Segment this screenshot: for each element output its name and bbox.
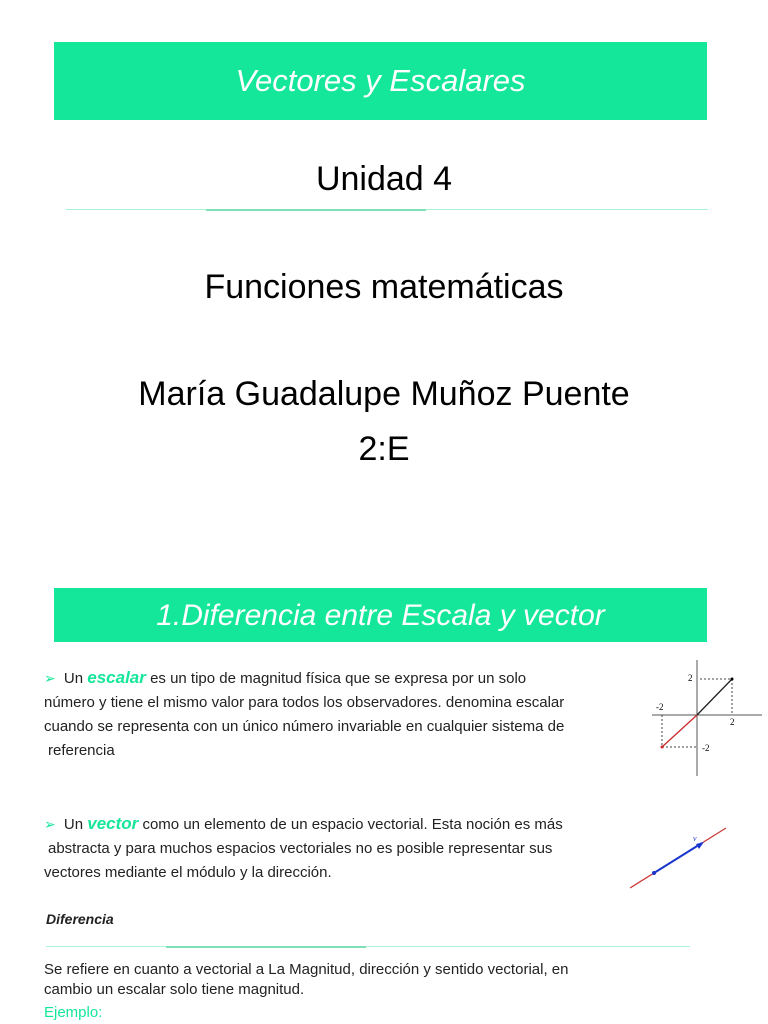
red-segment: [662, 715, 697, 747]
divider-line: [46, 946, 690, 947]
vector-origin-point: [652, 871, 656, 875]
arrowhead-icon: [696, 842, 704, 849]
topic-label: Funciones matemáticas: [204, 268, 564, 306]
vector-label: v: [693, 834, 697, 843]
vector-paragraph: ➢ Un vector como un elemento de un espacio vectorial. Esta noción es más abstracta y para muchos espacios vectoriales no es posible representar sus vectores mediante el módulo y la dirección.: [44, 814, 563, 881]
divider-line: [66, 209, 708, 210]
difference-heading: Diferencia: [46, 911, 114, 927]
unit-label: Unidad 4: [315, 160, 453, 198]
scalar-keyword: escalar: [87, 668, 146, 687]
bullet-arrow-icon: ➢: [44, 670, 56, 686]
blue-vector-arrow: [654, 843, 702, 873]
bullet-arrow-icon: ➢: [44, 816, 56, 832]
coordinate-graph: [652, 660, 762, 776]
tick-label-x-left: -2: [656, 702, 664, 712]
tick-label-y-bottom: -2: [702, 743, 710, 753]
vector-keyword: vector: [87, 814, 139, 833]
point-upper: [731, 678, 734, 681]
title-banner: [54, 42, 707, 120]
section-banner: [54, 588, 707, 642]
section-title: 1.Diferencia entre Escala y vector: [156, 599, 605, 632]
point-lower: [661, 746, 664, 749]
tick-label-x-right: 2: [730, 717, 735, 727]
scalar-paragraph: ➢ Un escalar es un tipo de magnitud física que se expresa por un solo número y tiene el mismo valor para todos los observadores. denomina escalar cuando se representa con un único número invariable en cualquier sistema de referencia: [44, 668, 565, 759]
example-label: Ejemplo:: [44, 1004, 103, 1021]
difference-text: Se refiere en cuanto a vectorial a La Magnitud, dirección y sentido vectorial, en cambio un escalar solo tiene magnitud.: [44, 961, 569, 998]
vector-figure: [626, 824, 730, 894]
group-label: 2:E: [358, 430, 410, 468]
document-title: Vectores y Escalares: [235, 63, 526, 98]
tick-label-y-top: 2: [688, 673, 693, 683]
author-name: María Guadalupe Muñoz Puente: [138, 375, 630, 413]
black-segment: [697, 679, 732, 715]
